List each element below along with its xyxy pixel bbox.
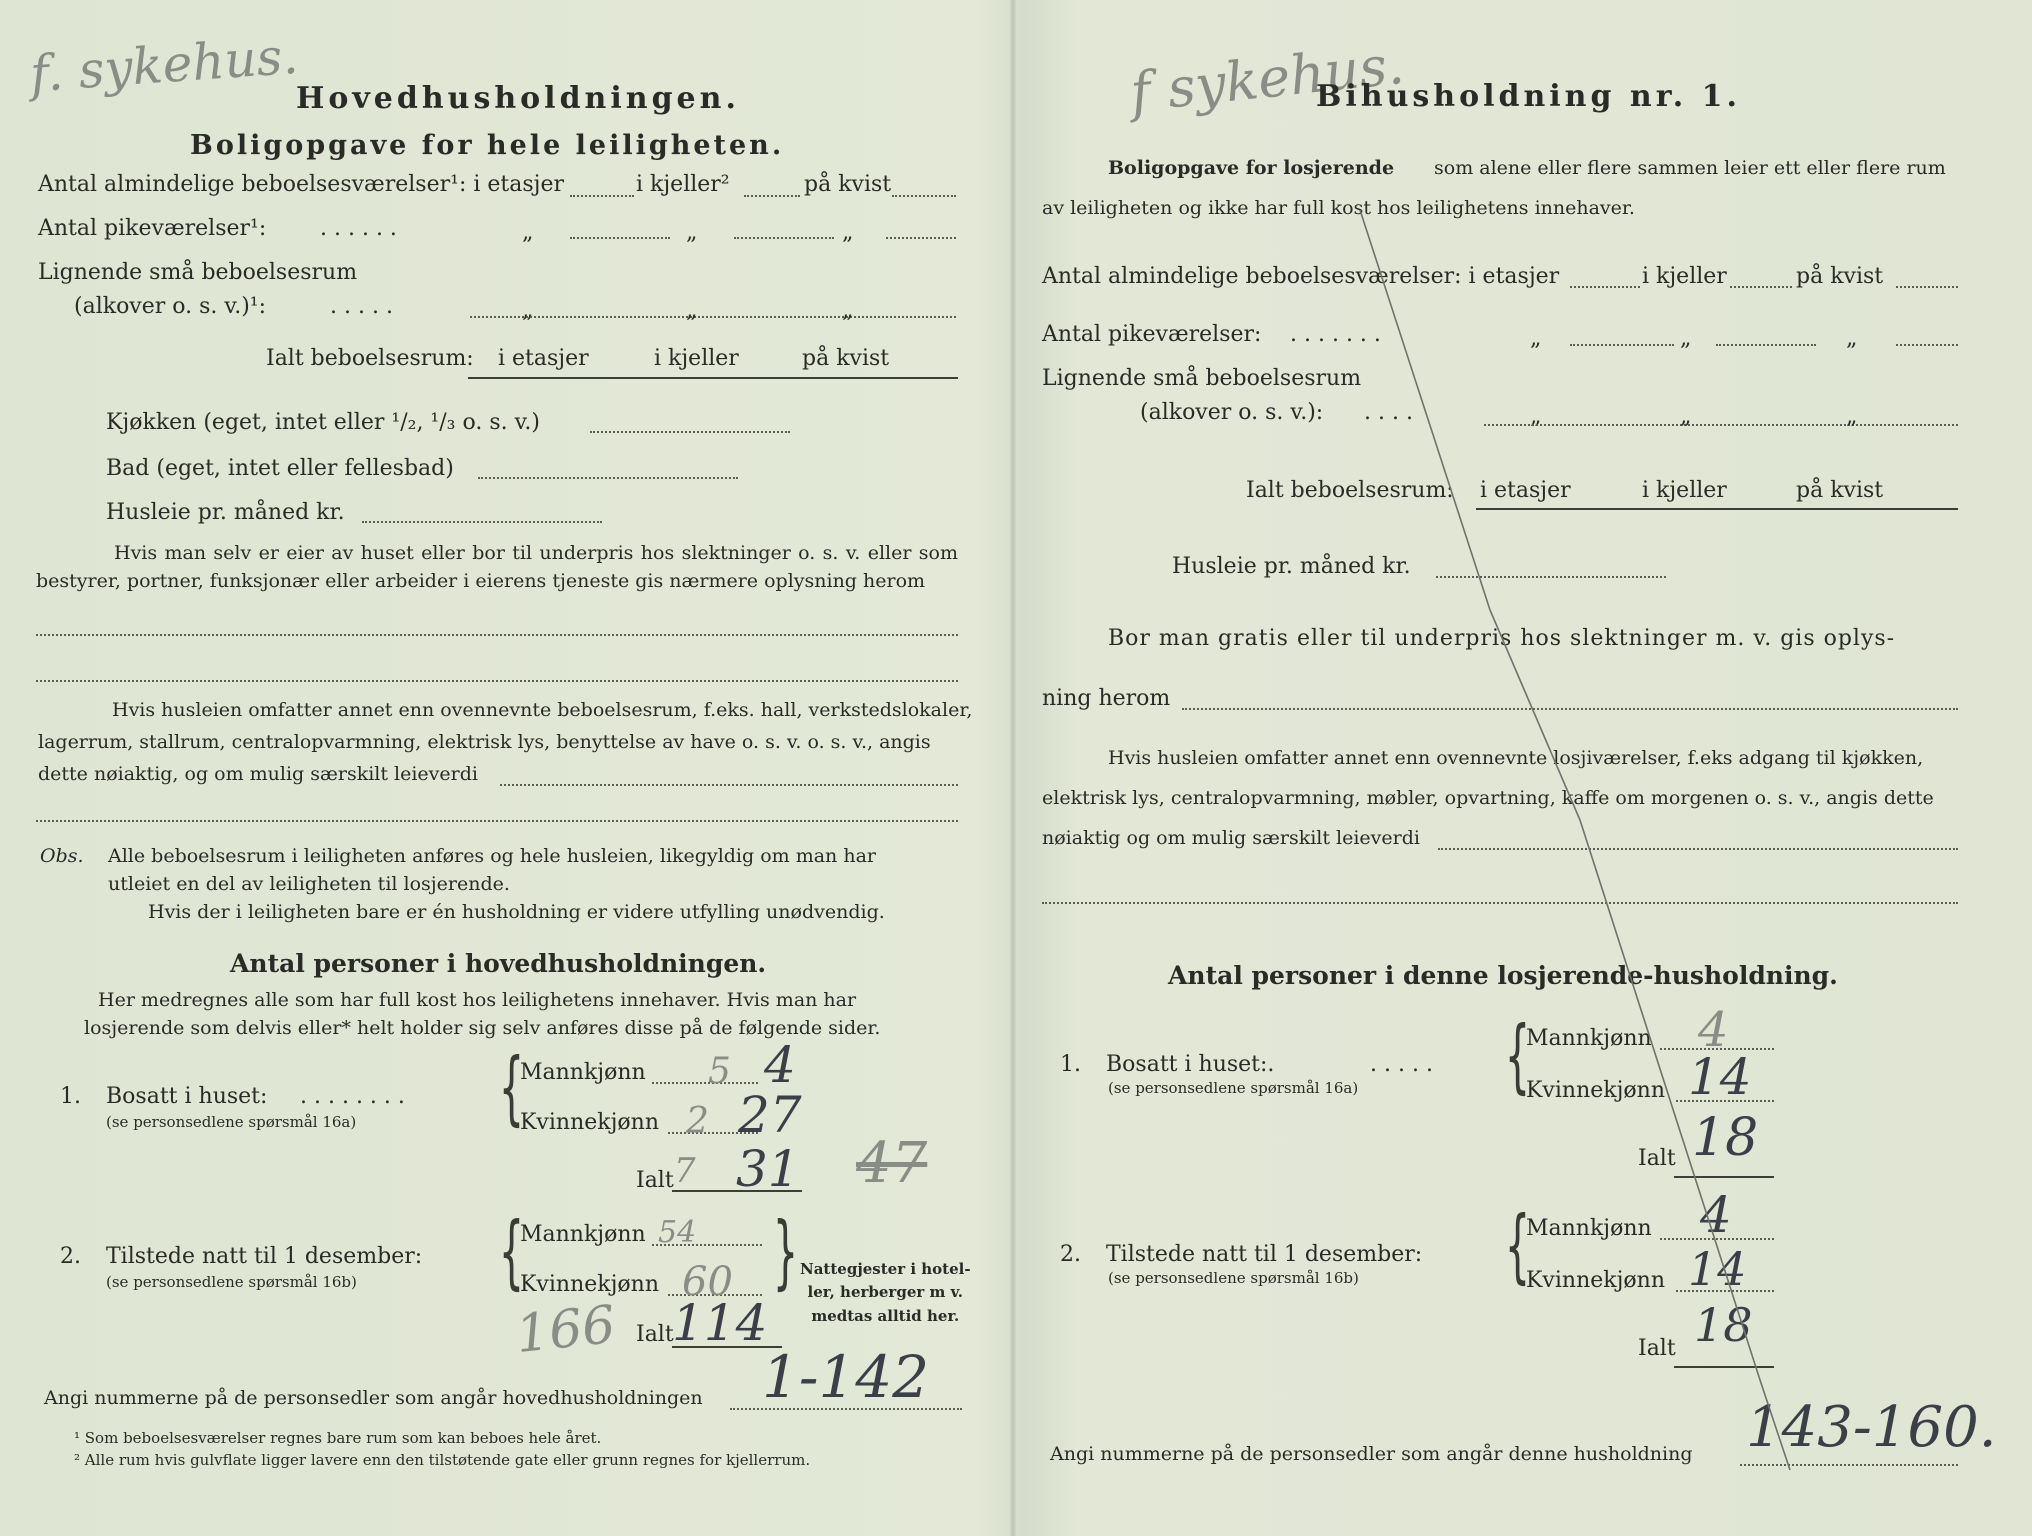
right-lignende-label: Lignende små beboelsesrum — [1042, 366, 1362, 391]
obs-line2: utleiet en del av leiligheten til losjerende. — [108, 873, 510, 895]
right-ialt-etasjer: i etasjer — [1480, 478, 1571, 503]
right-husleie-label: Husleie pr. måned kr. — [1172, 554, 1411, 579]
right-item2-ialt-label: Ialt — [1638, 1336, 1676, 1361]
right-item1-mann-label: Mannkjønn — [1526, 1026, 1652, 1051]
ditto-mark: „ — [522, 298, 534, 323]
hw-item2-mann: 54 — [658, 1215, 697, 1250]
ditto-mark: „ — [686, 220, 698, 245]
hw-item1-mann: 4 — [764, 1036, 796, 1094]
obs-line1: Alle beboelsesrum i leiligheten anføres og hele husleien, likegyldig om man har — [108, 845, 876, 867]
right-husleien-line2: elektrisk lys, centralopvarmning, møbler, opvartning, kaffe om morgenen o. s. v., angis dette — [1042, 787, 1934, 809]
hw-right-item1-ialt: 18 — [1692, 1108, 1759, 1168]
right-alm-kjeller: i kjeller — [1642, 264, 1727, 289]
right-intro-bold: Boligopgave for losjerende — [1108, 157, 1395, 179]
item2-label: Tilstede natt til 1 desember: — [106, 1244, 423, 1269]
left-handwritten-header: f. sykehus. — [28, 26, 300, 104]
brace: { — [498, 1041, 525, 1134]
item2-mann-label: Mannkjønn — [520, 1222, 646, 1247]
hw-item1-kvinne: 27 — [738, 1086, 802, 1144]
right-pike-label: Antal pikeværelser: — [1042, 322, 1262, 347]
ialt-etasjer-label: i etasjer — [498, 346, 589, 371]
right-item1-number: 1. — [1060, 1052, 1081, 1077]
right-item2-label: Tilstede natt til 1 desember: — [1106, 1242, 1423, 1267]
brace: { — [1504, 1199, 1531, 1292]
item1-sub: (se personsedlene spørsmål 16a) — [106, 1113, 357, 1131]
item2-ialt-label: Ialt — [636, 1322, 674, 1347]
item1-number: 1. — [60, 1084, 81, 1109]
hw-right-range: 143-160. — [1746, 1395, 1997, 1460]
brace-right: } — [772, 1205, 799, 1298]
item2-number: 2. — [60, 1244, 81, 1269]
hw-right-item1-mann: 4 — [1698, 1002, 1729, 1058]
obs-label: Obs. — [40, 845, 84, 867]
right-ialt-kjeller: i kjeller — [1642, 478, 1727, 503]
alkover-dots: . . . . . — [330, 294, 393, 319]
pencil-stroke — [1360, 210, 1790, 1470]
right-item1-kvinne-label: Kvinnekjønn — [1526, 1078, 1665, 1103]
right-item1-sub: (se personsedlene spørsmål 16a) — [1108, 1079, 1359, 1097]
right-ialt-label: Ialt beboelsesrum: — [1246, 478, 1454, 503]
right-intro-line1: som alene eller flere sammen leier ett eller flere rum — [1434, 157, 1946, 179]
alm-kjeller-label: i kjeller² — [636, 172, 730, 197]
right-item2-kvinne-label: Kvinnekjønn — [1526, 1268, 1665, 1293]
right-alkover-dots: . . . . — [1364, 400, 1413, 425]
brace: { — [1504, 1009, 1531, 1102]
right-item1-label: Bosatt i huset:. — [1106, 1052, 1275, 1077]
right-husleien-line1: Hvis husleien omfatter annet enn ovennevnte losjiværelser, f.eks adgang til kjøkken, — [1108, 747, 1924, 769]
right-item2-sub: (se personsedlene spørsmål 16b) — [1108, 1269, 1359, 1287]
right-intro-line2: av leiligheten og ikke har full kost hos leilighetens innehaver. — [1042, 197, 1635, 219]
persons-note-1: Her medregnes alle som har full kost hos leilighetens innehaver. Hvis man har — [98, 989, 857, 1011]
alm-rooms-label: Antal almindelige beboelsesværelser¹: i etasjer — [38, 172, 565, 197]
right-bor-line2: ning herom — [1042, 686, 1171, 711]
right-item1-ialt-label: Ialt — [1638, 1146, 1676, 1171]
hw-item1-ialt: 31 — [736, 1140, 800, 1198]
right-alm-kvist: på kvist — [1796, 264, 1884, 289]
hw-right-item1-kvinne: 14 — [1688, 1048, 1752, 1106]
item2-kvinne-label: Kvinnekjønn — [520, 1272, 659, 1297]
right-item2-number: 2. — [1060, 1242, 1081, 1267]
right-alm-label: Antal almindelige beboelsesværelser: i etasjer — [1042, 264, 1560, 289]
para-husleien-line1: Hvis husleien omfatter annet enn ovennevnte beboelsesrum, f.eks. hall, verkstedslokaler, — [112, 699, 973, 721]
ditto-mark: „ — [842, 298, 854, 323]
ditto-mark: „ — [1680, 326, 1692, 351]
left-angi-label: Angi nummerne på de personsedler som angår hovedhusholdningen — [44, 1387, 703, 1409]
ditto-mark: „ — [842, 220, 854, 245]
hw-left-range: 1-142 — [762, 1343, 930, 1411]
ditto-mark: „ — [1530, 326, 1542, 351]
footnote-1: ¹ Som beboelsesværelser regnes bare rum som kan beboes hele året. — [74, 1429, 602, 1447]
item1-mann-label: Mannkjønn — [520, 1060, 646, 1085]
para-husleien-line2: lagerrum, stallrum, centralopvarmning, elektrisk lys, benyttelse av have o. s. v. o. s. v., angis — [38, 731, 931, 753]
right-handwritten-header: f sykehus. — [1127, 32, 1407, 125]
ditto-mark: „ — [1846, 326, 1858, 351]
footnote-2: ² Alle rum hvis gulvflate ligger lavere enn den tilstøtende gate eller grunn regnes for kjellerrum. — [74, 1451, 811, 1469]
ialt-kvist-label: på kvist — [802, 346, 890, 371]
left-persons-title: Antal personer i hovedhusholdningen. — [230, 949, 767, 978]
ditto-mark: „ — [1530, 404, 1542, 429]
hw-right-item2-ialt: 18 — [1694, 1298, 1753, 1352]
pike-label: Antal pikeværelser¹: — [38, 216, 267, 241]
pike-dots: . . . . . . — [320, 216, 397, 241]
hw-item1-ialt-old: 7 — [674, 1151, 696, 1191]
item1-ialt-label: Ialt — [636, 1168, 674, 1193]
para-husleien-line3: dette nøiaktig, og om mulig særskilt leieverdi — [38, 763, 478, 785]
bad-label: Bad (eget, intet eller fellesbad) — [106, 456, 454, 481]
item1-dots: . . . . . . . . — [300, 1084, 405, 1109]
ditto-mark: „ — [686, 298, 698, 323]
hw-item1-struck: 47 — [856, 1131, 928, 1196]
hw-item2-kvinne: 60 — [682, 1259, 733, 1305]
item2-sub: (se personsedlene spørsmål 16b) — [106, 1273, 357, 1291]
lignende-label: Lignende små beboelsesrum — [38, 260, 358, 285]
right-pike-dots: . . . . . . . — [1290, 322, 1381, 347]
obs-line3: Hvis der i leiligheten bare er én husholdning er videre utfylling unødvendig. — [148, 901, 885, 923]
item1-kvinne-label: Kvinnekjønn — [520, 1110, 659, 1135]
right-persons-title: Antal personer i denne losjerende-husholdning. — [1168, 961, 1838, 990]
nattegjester-note: Nattegjester i hotel- ler, herberger m v. medtas alltid her. — [800, 1260, 971, 1325]
hw-right-item2-mann: 4 — [1700, 1186, 1732, 1244]
ialt-rooms-label: Ialt beboelsesrum: — [266, 346, 474, 371]
right-husleien-line3: nøiaktig og om mulig særskilt leieverdi — [1042, 827, 1420, 849]
right-alkover-label: (alkover o. s. v.): — [1140, 400, 1324, 425]
ialt-kjeller-label: i kjeller — [654, 346, 739, 371]
hw-item2-ialt: 114 — [672, 1294, 768, 1352]
husleie-label: Husleie pr. måned kr. — [106, 500, 345, 525]
alm-kvist-label: på kvist — [804, 172, 892, 197]
ditto-mark: „ — [522, 220, 534, 245]
brace: { — [498, 1205, 525, 1298]
kjokken-label: Kjøkken (eget, intet eller ¹/₂, ¹/₃ o. s. v.) — [106, 410, 540, 435]
hw-item1-kvinne-old: 2 — [686, 1101, 709, 1142]
para-slektninger: Hvis man selv er eier av huset eller bor til underpris hos slektninger o. s. v. eller som bestyrer, portner, funksjonær eller arbeider i eierens tjeneste gis nærmere oplysning herom — [36, 542, 958, 592]
right-title: Bihusholdning nr. 1. — [1316, 79, 1741, 114]
right-bor-line1: Bor man gratis eller til underpris hos slektninger m. v. gis oplys- — [1108, 626, 1896, 651]
hw-right-item2-kvinne: 14 — [1688, 1242, 1747, 1296]
left-title: Hovedhusholdningen. — [296, 81, 740, 116]
ditto-mark: „ — [1680, 404, 1692, 429]
persons-note-2: losjerende som delvis eller* helt holder sig selv anføres disse på de følgende sider. — [84, 1017, 881, 1039]
alkover-label: (alkover o. s. v.)¹: — [74, 294, 267, 319]
left-subtitle: Boligopgave for hele leiligheten. — [190, 130, 785, 161]
hw-item1-mann-old: 5 — [708, 1051, 731, 1092]
hw-side-number: 166 — [513, 1294, 619, 1366]
ditto-mark: „ — [1846, 404, 1858, 429]
right-ialt-kvist: på kvist — [1796, 478, 1884, 503]
right-item2-mann-label: Mannkjønn — [1526, 1216, 1652, 1241]
item1-label: Bosatt i huset: — [106, 1084, 268, 1109]
right-item1-dots: . . . . . — [1370, 1052, 1433, 1077]
right-angi-label: Angi nummerne på de personsedler som angår denne husholdning — [1050, 1443, 1693, 1465]
